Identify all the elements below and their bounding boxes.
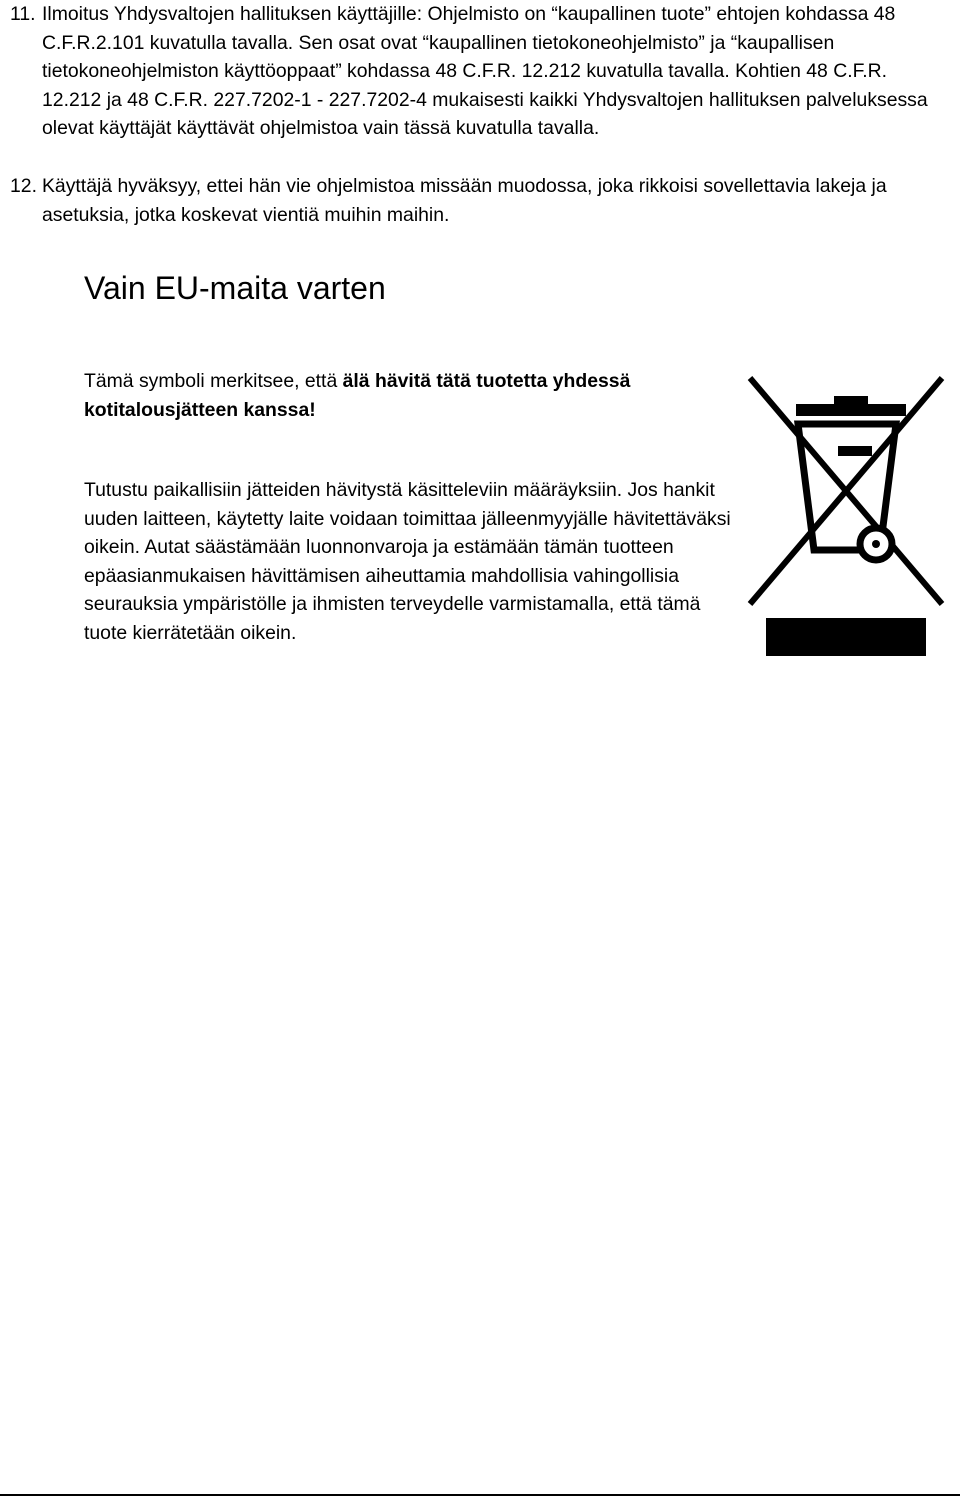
item-text: Käyttäjä hyväksyy, ettei hän vie ohjelmistoa missään muodossa, joka rikkoisi sovellettavia lakeja ja asetuksia, jotka koskevat vientiä muihin maihin. [42,175,887,226]
weee-notice-bold: älä hävitä tätä tuotetta yhdessä kotitalousjätteen kanssa! [84,370,631,421]
weee-notice [84,367,724,424]
weee-details: Tutustu paikallisiin jätteiden hävitystä käsitteleviin määräyksiin. Jos hankit uuden laitteen, käytetty laite voidaan toimittaa jälleenmyyjälle hävitettäväksi oikein. Autat säästämään luonnonvaroja ja estämään tämän tuotteen epäasianmukaisen hävittämisen aiheuttamia mahdollisia vahingollisia seurauksia ympäristölle ja ihmisten terveydelle varmistamalla, että tämä tuote kierrätetään oikein. [84,479,731,644]
eu-section-heading: Vain EU-maita varten [84,270,386,306]
list-item-12 [10,172,950,229]
bottom-rule [0,1494,960,1496]
item-text: Ilmoitus Yhdysvaltojen hallituksen käyttäjille: Ohjelmisto on “kaupallinen tuote” ehtojen kohdassa 48 C.F.R.2.101 kuvatulla tavalla. Sen osat ovat “kaupallinen tietokoneohjelmisto” ja “kaupallisen tietokoneohjelmiston käyttöoppaat” kohdassa 48 C.F.R. 12.212 kuvatulla tavalla. Kohtien 48 C.F.R. 12.212 ja 48 C.F.R. 227.7202-1 - 227.7202-4 mukaisesti kaikki Yhdysvaltojen hallituksen palveluksessa olevat käyttäjät käyttävät ohjelmistoa vain tässä kuvatulla tavalla. [42,3,928,140]
item-number: 11. [10,3,36,25]
weee-notice-prefix: Tämä symboli merkitsee, että [84,370,343,392]
item-number: 12. [10,175,37,197]
list-item-11 [10,0,950,143]
crossed-out-wheelie-bin-icon [746,374,946,660]
